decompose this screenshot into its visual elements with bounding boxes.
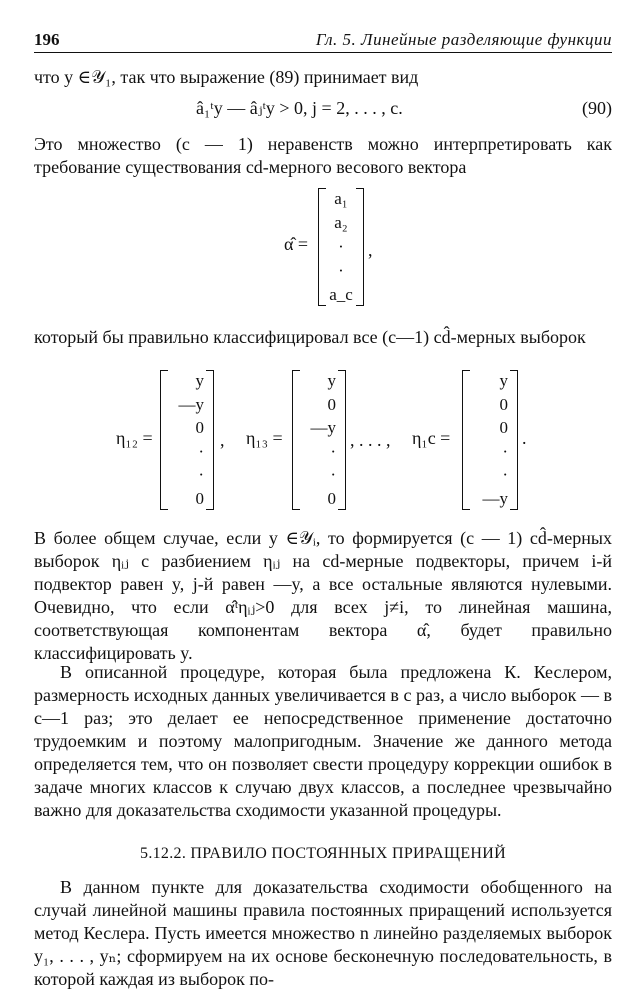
vector-entry: · [502,441,508,461]
vector-entry: · [330,441,336,461]
vector-entry: a_c [329,285,353,304]
vector-entry: · [198,465,204,485]
running-header [34,30,612,52]
right-bracket [510,370,518,510]
vector-entry: · [330,465,336,485]
vector-entry: y [327,371,336,390]
vector-entry: y [499,371,508,390]
vector-entry: · [502,465,508,485]
vector-entry: y [195,371,204,390]
paragraph-4: В описанной процедуре, которая была предложена К. Кеслером, размерность исходных данных увеличивается в c раз, а число выборок — в c—1 раз; это делает ее непосредственное применение достаточно трудоемким и поэтому малопригодным. Значение же данного метода определяется тем, что он позволяет свести процедуру коррекции ошибок в задаче многих классов к случаю двух классов, а последнее чрезвычайно важно для доказательства сходимости указанной процедуры. [34,662,612,820]
chapter-title: Гл. 5. Линейные разделяющие функции [315,30,612,49]
eta12-comma: , [220,430,225,450]
alpha-label: α̂ = [284,234,309,254]
vector-entry: —y [310,418,336,438]
paragraph-1: Это множество (c — 1) неравенств можно интерпретировать как требование существования cd-мерного весового вектора [34,134,612,177]
vector-entry: 0 [195,489,204,508]
eta13-label: η₁₃ = [246,428,283,448]
paragraph-3: В более общем случае, если y ∈𝒴ᵢ, то формируется (c — 1) cd̂-мерных выборок ηᵢⱼ с разбиением ηᵢⱼ на cd-мерные подвекторы, причем i-й подвектор равен y, j-й равен —y, а все остальные являются нулевыми. Очевидно, что если α̂ᵗηᵢⱼ>0 для всех j≠i, то линейная машина, соответствующая компонентам вектора α̂, будет правильно классифицировать y. [34,528,612,663]
vector-entry: 0 [195,418,204,438]
book-page [34,0,612,1000]
vector-entry: · [198,441,204,461]
eta12-vector [160,370,214,510]
equation-number: (90) [582,98,612,118]
text-line-1: что y ∈𝒴₁, так что выражение (89) принимает вид [34,67,419,87]
vector-entry: 0 [327,394,336,414]
alpha-vector [318,188,364,306]
left-bracket [318,188,326,306]
paragraph-2: который бы правильно классифицировал все (c—1) cd̂-мерных выборок [34,327,586,347]
page-number: 196 [34,30,60,49]
right-bracket [356,188,364,306]
vector-entry: · [338,237,344,256]
vector-entry: a₁ [334,189,348,208]
right-bracket [206,370,214,510]
right-bracket [338,370,346,510]
eta1c-label: η₁c = [412,428,451,448]
left-bracket [462,370,470,510]
vector-entry: 0 [499,394,508,414]
eta1c-period: . [522,428,527,448]
paragraph-5: В данном пункте для доказательства сходимости обобщенного на случай линейной машины правила постоянных приращений используется метод Кеслера. Пусть имеется множество n линейно разделяемых выборок y₁, . . . , yₙ; сформируем на их основе бесконечную последовательность, в которой каждая из выборок по- [34,877,612,989]
eta1c-vector [462,370,518,510]
vector-entry: 0 [499,418,508,438]
vector-entry: · [338,261,344,280]
equation-90: â₁ᵗy — âⱼᵗy > 0, j = 2, . . . , c. [196,98,403,118]
section-heading: 5.12.2. ПРАВИЛО ПОСТОЯННЫХ ПРИРАЩЕНИЙ [140,845,506,862]
ellipsis: , . . . , [350,430,391,450]
vector-entry: —y [482,489,508,508]
left-bracket [160,370,168,510]
left-bracket [292,370,300,510]
eta12-label: η₁₂ = [116,428,153,448]
header-rule [34,52,612,53]
vector-entry: —y [178,394,204,414]
alpha-comma: , [368,240,373,260]
eta13-vector [292,370,346,510]
vector-entry: a₂ [334,213,348,232]
vector-entry: 0 [327,489,336,508]
